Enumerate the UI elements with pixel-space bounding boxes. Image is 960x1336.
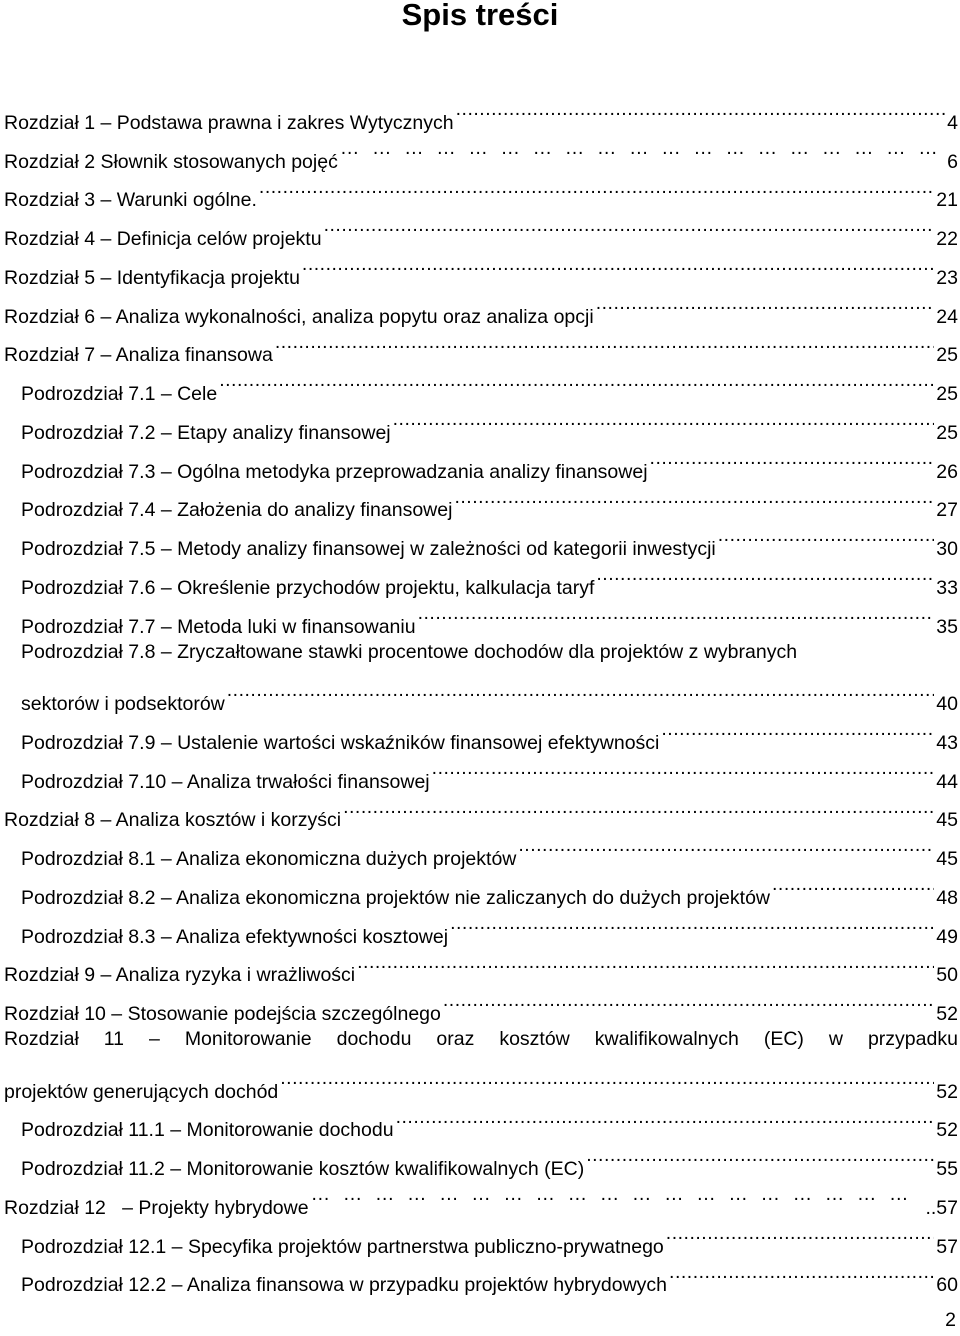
toc-entry-text: Podrozdział 8.2 – Analiza ekonomiczna projektów nie zaliczanych do dużych projektów <box>21 886 770 909</box>
toc-page-number: 48 <box>936 886 958 909</box>
toc-page-number: 35 <box>936 615 958 638</box>
page-number: 2 <box>945 1309 956 1331</box>
dot-leader <box>219 361 934 400</box>
dot-leader <box>432 749 935 788</box>
dot-leader <box>456 90 946 129</box>
toc-page-number: 33 <box>936 576 958 599</box>
dot-leader <box>227 671 935 710</box>
toc-page-number: 43 <box>936 731 958 754</box>
toc-page-number: 52 <box>936 1119 958 1142</box>
toc-page-number: 4 <box>947 111 958 134</box>
toc-entry-word: Monitorowanie <box>184 1028 312 1050</box>
toc-entry-line2[interactable] <box>4 1059 958 1103</box>
toc-page-number: 50 <box>936 964 958 987</box>
toc-entry-word: przypadku <box>867 1028 958 1050</box>
toc-page-number: 25 <box>936 344 958 367</box>
dot-leader <box>596 555 934 594</box>
dot-leader <box>324 206 935 245</box>
toc-page-number: 40 <box>936 693 958 715</box>
toc-entry-text: Rozdział 1 – Podstawa prawna i zakres Wytycznych <box>4 111 454 134</box>
toc-entry-text: Podrozdział 7.5 – Metody analizy finansowej w zależności od kategorii inwestycji <box>21 538 716 560</box>
toc-entry-text: Rozdział 7 – Analiza finansowa <box>4 344 273 367</box>
toc-page-number: 45 <box>936 809 958 832</box>
toc-page-number: 25 <box>936 383 958 405</box>
dot-leader <box>450 904 934 943</box>
dot-leader <box>454 478 934 517</box>
toc-entry-text: Rozdział 12 – Projekty hybrydowe <box>4 1196 309 1219</box>
toc-entry-text: Rozdział 5 – Identyfikacja projektu <box>4 266 300 289</box>
dot-leader <box>393 400 935 439</box>
toc-page-number: 57 <box>936 1235 958 1258</box>
toc-entry-text: Podrozdział 7.7 – Metoda luki w finansowaniu <box>21 615 416 638</box>
toc-subentry-line1[interactable] <box>4 633 958 672</box>
toc-entry-text: Rozdział 6 – Analiza wykonalności, analiza popytu oraz analiza opcji <box>4 305 594 328</box>
toc-page-number: 23 <box>936 266 958 289</box>
toc-entry-text: Podrozdział 12.1 – Specyfika projektów partnerstwa publiczno-prywatnego <box>21 1235 664 1258</box>
toc-entry-text: Podrozdział 12.2 – Analiza finansowa w przypadku projektów hybrydowych <box>21 1274 668 1297</box>
dot-leader <box>443 981 934 1020</box>
toc-entry-text: Rozdział 10 – Stosowanie podejścia szczególnego <box>4 1003 441 1025</box>
dot-leader <box>302 245 934 284</box>
page-title: Spis treści <box>401 0 559 32</box>
toc-page-number: 26 <box>936 460 958 483</box>
table-of-contents <box>4 90 958 1297</box>
toc-entry-text: Podrozdział 8.3 – Analiza efektywności kosztowej <box>21 925 449 948</box>
toc-entry-text: Rozdział 4 – Definicja celów projektu <box>4 228 322 250</box>
toc-entry-text: Podrozdział 7.4 – Założenia do analizy finansowej <box>21 499 453 522</box>
dot-leader <box>718 516 935 555</box>
toc-page-number: 52 <box>936 1003 958 1025</box>
dot-leader <box>650 439 935 478</box>
dot-leader <box>259 168 934 207</box>
toc-entry-text: Podrozdział 7.3 – Ogólna metodyka przeprowadzania analizy finansowej <box>21 460 648 483</box>
toc-page-number: 45 <box>936 848 958 870</box>
dot-leader <box>666 1214 935 1253</box>
toc-page-number: 44 <box>936 770 958 793</box>
toc-page-number: 24 <box>936 305 958 328</box>
dot-leader <box>280 1059 934 1098</box>
toc-entry-text: Podrozdział 7.10 – Analiza trwałości finansowej <box>21 770 430 793</box>
dot-leader <box>418 594 935 633</box>
toc-entry-text: Podrozdział 11.1 – Monitorowanie dochodu <box>21 1119 394 1142</box>
toc-entry-word: dochodu <box>336 1028 412 1050</box>
toc-entry-text: projektów generujących dochód <box>4 1080 279 1103</box>
dot-leader <box>586 1136 934 1175</box>
toc-entry-text: Podrozdział 8.1 – Analiza ekonomiczna dużych projektów <box>21 848 517 870</box>
dot-leader <box>772 865 934 904</box>
dot-leader <box>596 284 935 323</box>
dot-leader <box>275 323 934 362</box>
toc-page-number: 27 <box>936 499 958 522</box>
toc-entry-word: (EC) <box>763 1028 804 1050</box>
toc-entry-text: Podrozdział 7.1 – Cele <box>21 383 218 405</box>
page-number-value: 57 <box>936 1196 958 1219</box>
dot-leader <box>518 826 934 865</box>
toc-page-number: 55 <box>936 1158 958 1180</box>
toc-page-number: 60 <box>936 1274 958 1297</box>
toc-entry-word: w <box>828 1028 843 1050</box>
toc-page-number: 6 <box>947 150 958 173</box>
toc-entry-text: Podrozdział 7.6 – Określenie przychodów projektu, kalkulacja taryf <box>21 576 595 599</box>
ellipsis-leader <box>340 129 945 168</box>
toc-page-number: 30 <box>936 538 958 560</box>
toc-subentry-line2[interactable] <box>4 671 958 715</box>
toc-entry-text: Rozdział 2 Słownik stosowanych pojęć <box>4 150 338 173</box>
toc-entry-word: oraz <box>436 1028 475 1050</box>
toc-entry-text: Podrozdział 7.2 – Etapy analizy finansowej <box>21 421 391 444</box>
toc-entry-word: 11 <box>103 1028 125 1050</box>
dot-leader <box>669 1253 934 1292</box>
toc-entry-word: Rozdział <box>4 1028 79 1050</box>
toc-page-number: 49 <box>936 925 958 948</box>
ellipsis-leader <box>311 1175 924 1214</box>
dot-leader <box>343 788 934 827</box>
toc-page-number: 22 <box>936 228 958 250</box>
dot-leader <box>357 943 934 982</box>
dot-leader <box>661 710 934 749</box>
leader-suffix: .. <box>925 1196 937 1219</box>
toc-entry-text: Rozdział 3 – Warunki ogólne. <box>4 189 257 212</box>
toc-entry-text: sektorów i podsektorów <box>21 693 225 715</box>
toc-page-number: 52 <box>936 1080 958 1103</box>
toc-entry-text: Rozdział 8 – Analiza kosztów i korzyści <box>4 809 342 832</box>
toc-entry-word: – <box>148 1028 160 1050</box>
toc-page-number: 21 <box>936 189 958 212</box>
dot-leader <box>396 1098 935 1137</box>
toc-entry-word: kwalifikowalnych <box>594 1028 739 1050</box>
toc-entry-text: Rozdział 9 – Analiza ryzyka i wrażliwości <box>4 964 356 987</box>
toc-entry[interactable] <box>4 90 958 134</box>
toc-entry-text: Podrozdział 7.9 – Ustalenie wartości wskaźników finansowej efektywności <box>21 731 660 754</box>
toc-entry-word: kosztów <box>499 1028 570 1050</box>
toc-page-number: 25 <box>936 421 958 444</box>
toc-entry-text: Podrozdział 7.8 – Zryczałtowane stawki procentowe dochodów dla projektów z wybranych <box>21 640 798 663</box>
toc-entry-text: Podrozdział 11.2 – Monitorowanie kosztów kwalifikowalnych (EC) <box>21 1158 585 1180</box>
